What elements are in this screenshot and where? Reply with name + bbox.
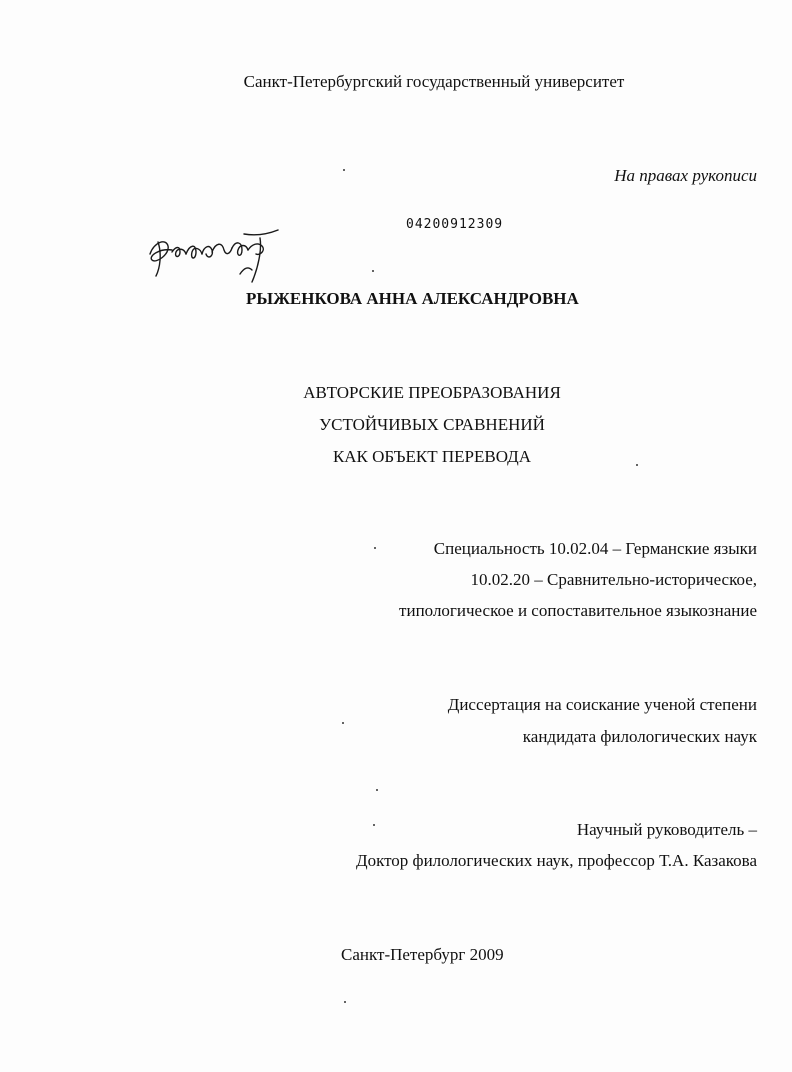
scan-speck: [344, 1001, 346, 1003]
scan-speck: [373, 824, 375, 826]
specialty-line-1: Специальность 10.02.04 – Германские языки: [433, 539, 757, 558]
scan-speck: [376, 789, 378, 791]
supervisor-line-2: Доктор филологических наук, профессор Т.А. Казакова: [355, 851, 757, 870]
scan-speck: [342, 722, 344, 724]
specialty-line-3: типологическое и сопоставительное языкознание: [399, 601, 757, 620]
scan-speck: [343, 169, 345, 171]
registry-code: 04200912309: [406, 217, 504, 232]
dissertation-line-2: кандидата филологических наук: [522, 727, 757, 746]
scan-speck: [374, 547, 376, 549]
author-name: РЫЖЕНКОВА АННА АЛЕКСАНДРОВНА: [246, 289, 579, 308]
title-line-1: АВТОРСКИЕ ПРЕОБРАЗОВАНИЯ: [303, 383, 561, 402]
specialty-line-2: 10.02.20 – Сравнительно-историческое,: [470, 570, 757, 589]
supervisor-line-1: Научный руководитель –: [576, 820, 757, 839]
city-year: Санкт-Петербург 2009: [341, 945, 504, 964]
title-line-3: КАК ОБЪЕКТ ПЕРЕВОДА: [332, 447, 532, 466]
scan-speck: [636, 464, 638, 466]
author-signature: [144, 224, 284, 288]
dissertation-line-1: Диссертация на соискание ученой степени: [447, 695, 757, 714]
scan-speck: [372, 270, 374, 272]
manuscript-note: На правах рукописи: [614, 166, 757, 185]
university-name: Санкт-Петербургский государственный университет: [243, 72, 625, 91]
title-line-2: УСТОЙЧИВЫХ СРАВНЕНИЙ: [319, 415, 545, 434]
